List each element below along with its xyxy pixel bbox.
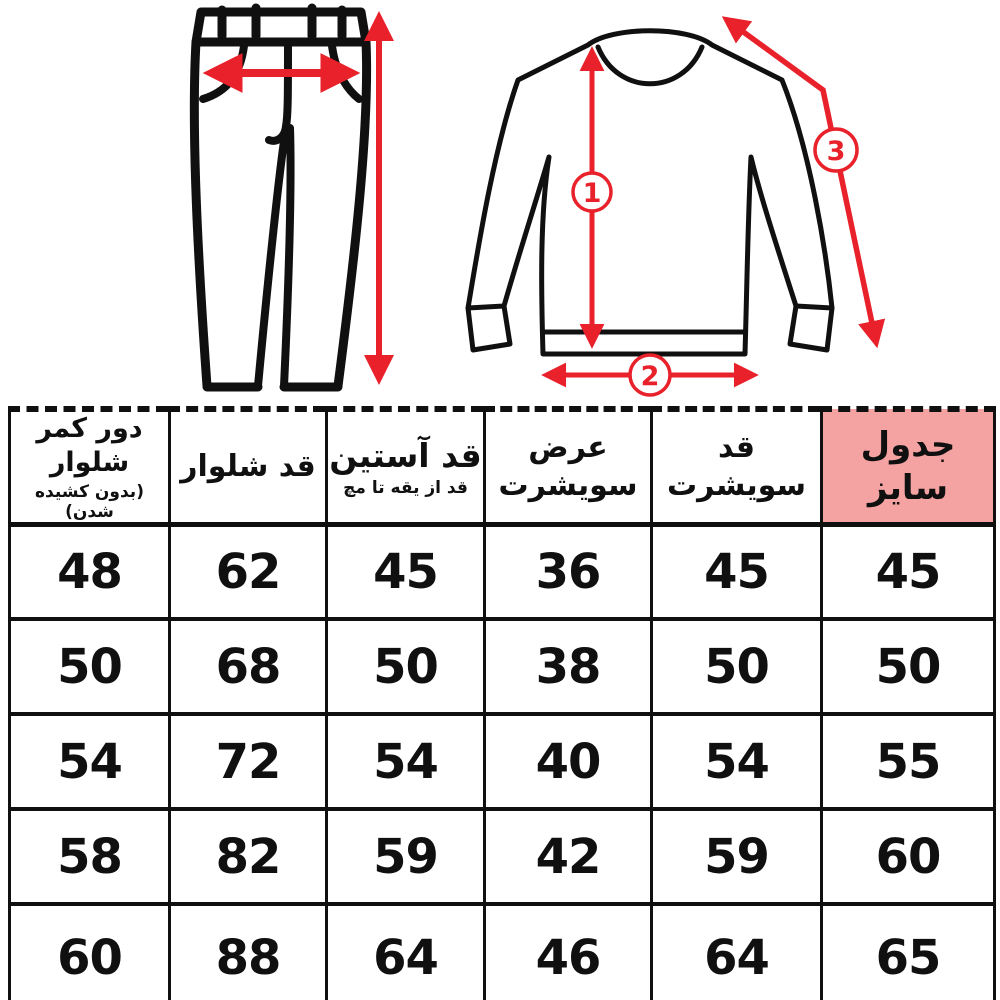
table-cell: 36: [485, 524, 652, 619]
header-label-sweatshirt-length: قد سویشرت: [667, 430, 806, 503]
table-row: [10, 714, 995, 809]
pants-diagram: [194, 8, 379, 387]
table-row: [10, 904, 995, 1000]
header-label-pants-length: قد شلوار: [180, 449, 316, 484]
table-cell: 46: [485, 904, 652, 1000]
table-cell: 72: [170, 714, 327, 809]
header-label-size-chart: جدول سایز: [860, 425, 956, 508]
table-cell: 48: [10, 524, 170, 619]
header-cell-size-chart: [822, 409, 995, 524]
table-cell: 55: [822, 714, 995, 809]
table-cell: 59: [652, 809, 822, 904]
marker-1-number: 1: [582, 178, 602, 209]
table-cell: 45: [822, 524, 995, 619]
table-cell: 59: [327, 809, 485, 904]
table-cell: 50: [822, 619, 995, 714]
table-cell: 58: [10, 809, 170, 904]
table-cell: 68: [170, 619, 327, 714]
header-sublabel-sleeve-length: قد از یقه تا مچ: [343, 478, 468, 499]
header-label-pants-waist: دور کمر شلوار: [36, 413, 143, 478]
table-cell: 54: [652, 714, 822, 809]
pants-outline: [194, 8, 366, 387]
table-cell: 40: [485, 714, 652, 809]
table-cell: 54: [327, 714, 485, 809]
sweatshirt-outline: [468, 31, 832, 354]
table-row: [10, 809, 995, 904]
sweatshirt-diagram: [468, 20, 876, 395]
table-row: [10, 619, 995, 714]
table-cell: 54: [10, 714, 170, 809]
table-cell: 62: [170, 524, 327, 619]
table-cell: 65: [822, 904, 995, 1000]
header-cell-sweatshirt-length: [652, 409, 822, 524]
table-cell: 64: [327, 904, 485, 1000]
table-cell: 45: [652, 524, 822, 619]
table-cell: 82: [170, 809, 327, 904]
header-label-sleeve-length: قد آستین: [329, 436, 482, 476]
table-header-row: [10, 409, 995, 524]
header-cell-pants-length: [170, 409, 327, 524]
table-cell: 38: [485, 619, 652, 714]
measurement-diagrams: [0, 0, 1000, 402]
table-cell: 60: [822, 809, 995, 904]
table-row: [10, 524, 995, 619]
marker-3-badge: [815, 129, 857, 171]
marker-1-badge: [573, 173, 611, 211]
marker-2-badge: [630, 355, 670, 395]
table-cell: 50: [652, 619, 822, 714]
header-cell-sweatshirt-width: [485, 409, 652, 524]
header-sublabel-pants-waist: (بدون کشیده شدن): [35, 481, 144, 522]
table-cell: 50: [10, 619, 170, 714]
table-cell: 88: [170, 904, 327, 1000]
marker-3-number: 3: [826, 136, 846, 167]
header-cell-sleeve-length: [327, 409, 485, 524]
table-cell: 45: [327, 524, 485, 619]
table-cell: 50: [327, 619, 485, 714]
header-label-sweatshirt-width: عرض سویشرت: [498, 430, 638, 503]
diagrams-svg: [0, 0, 1000, 402]
table-cell: 64: [652, 904, 822, 1000]
size-table: [8, 406, 996, 1000]
marker-2-number: 2: [640, 361, 660, 392]
header-cell-pants-waist: [10, 409, 170, 524]
table-cell: 42: [485, 809, 652, 904]
pants-button: [284, 51, 292, 59]
table-cell: 60: [10, 904, 170, 1000]
